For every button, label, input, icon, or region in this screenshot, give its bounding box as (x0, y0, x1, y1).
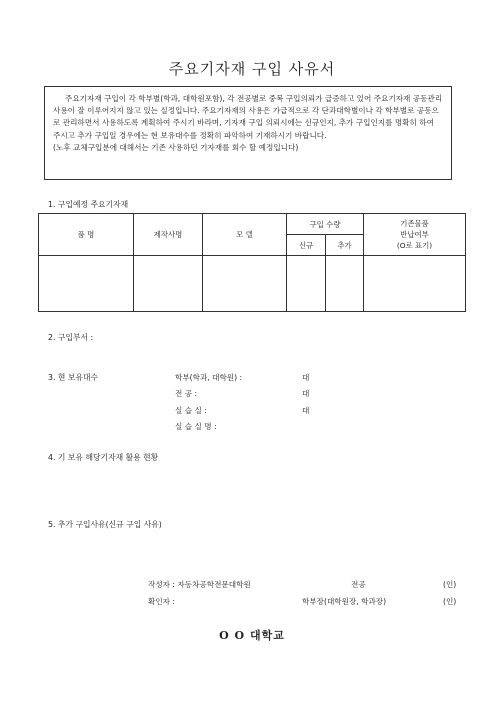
holding-label-dept: 학부(학과, 대학원) : (175, 373, 243, 382)
col-return-line-3: (O로 표기) (396, 241, 433, 250)
col-new-header: 신규 (287, 235, 326, 256)
section-1-heading: 1. 구입예정 주요기자재 (48, 200, 129, 209)
notice-body: 주요기자재 구입이 각 학부별(학과, 대학원포함), 각 전공별로 중복 구입의뢰가 급증하고 있어 주요기자재 공동관리사용이 잘 이루어지지 않고 있는 실정입니다. 주요기자재의 사용은 가급적으로 각 단과대학별이나 각 학부별로 공동으로 관리하면서 사용하도록 계획하여 주시기 바라며, 기자재 구입 의뢰시에는 신규인지, 추가 구입인지를 명확히 하여 주시고 추가 구입일 경우에는 현 보유대수를 정확히 파악하여 기재하시기 바랍니다. (53, 94, 443, 140)
holding-unit-major: 대 (302, 389, 310, 398)
col-model-header: 모 델 (203, 214, 287, 256)
cell-add[interactable] (326, 256, 364, 312)
col-return-header (364, 214, 466, 256)
institution-name: O O 대학교 (219, 629, 285, 642)
cell-model[interactable] (203, 256, 287, 312)
holding-label-lab: 실 습 실 : (175, 406, 207, 415)
holding-label-major: 전 공 : (175, 389, 198, 398)
section-3-heading: 3. 현 보유대수 (48, 373, 99, 382)
writer-label: 작성자 : 자동차공학전문대학원 (148, 580, 251, 589)
col-return-line-2: 반납여부 (400, 230, 429, 239)
col-maker-header: 제작사명 (134, 214, 203, 256)
page-title: 주요기자재 구입 사유서 (168, 60, 336, 78)
notice-note: (노후 교체구입분에 대해서는 기존 사용하던 기자재를 회수 할 예정입니다) (53, 142, 299, 152)
confirmer-role: 학부장(대학원장, 학과장) (302, 597, 387, 606)
holding-label-lab-name: 실 습 실 명 : (175, 422, 217, 431)
col-qty-header: 구입 수량 (287, 214, 364, 235)
col-add-header: 추가 (326, 235, 364, 256)
section-5-heading: 5. 추가 구입사유(신규 구입 사유) (48, 520, 162, 529)
cell-new[interactable] (287, 256, 326, 312)
writer-seal: (인) (443, 580, 457, 589)
table-row (39, 256, 466, 312)
items-table (38, 213, 466, 312)
holding-unit-lab: 대 (302, 406, 310, 415)
col-item-header: 품 명 (39, 214, 134, 256)
col-return-line-1: 기존물품 (400, 219, 429, 228)
writer-role: 전공 (351, 580, 366, 589)
confirmer-label: 확인자 : (148, 597, 175, 606)
confirmer-seal: (인) (443, 597, 457, 606)
cell-maker[interactable] (134, 256, 203, 312)
section-2-heading: 2. 구입부서 : (48, 333, 94, 342)
cell-return[interactable] (364, 256, 466, 312)
notice-box (44, 86, 452, 180)
section-4-heading: 4. 기 보유 해당기자재 활용 현황 (48, 453, 159, 462)
holding-unit-dept: 대 (302, 373, 310, 382)
cell-item[interactable] (39, 256, 134, 312)
